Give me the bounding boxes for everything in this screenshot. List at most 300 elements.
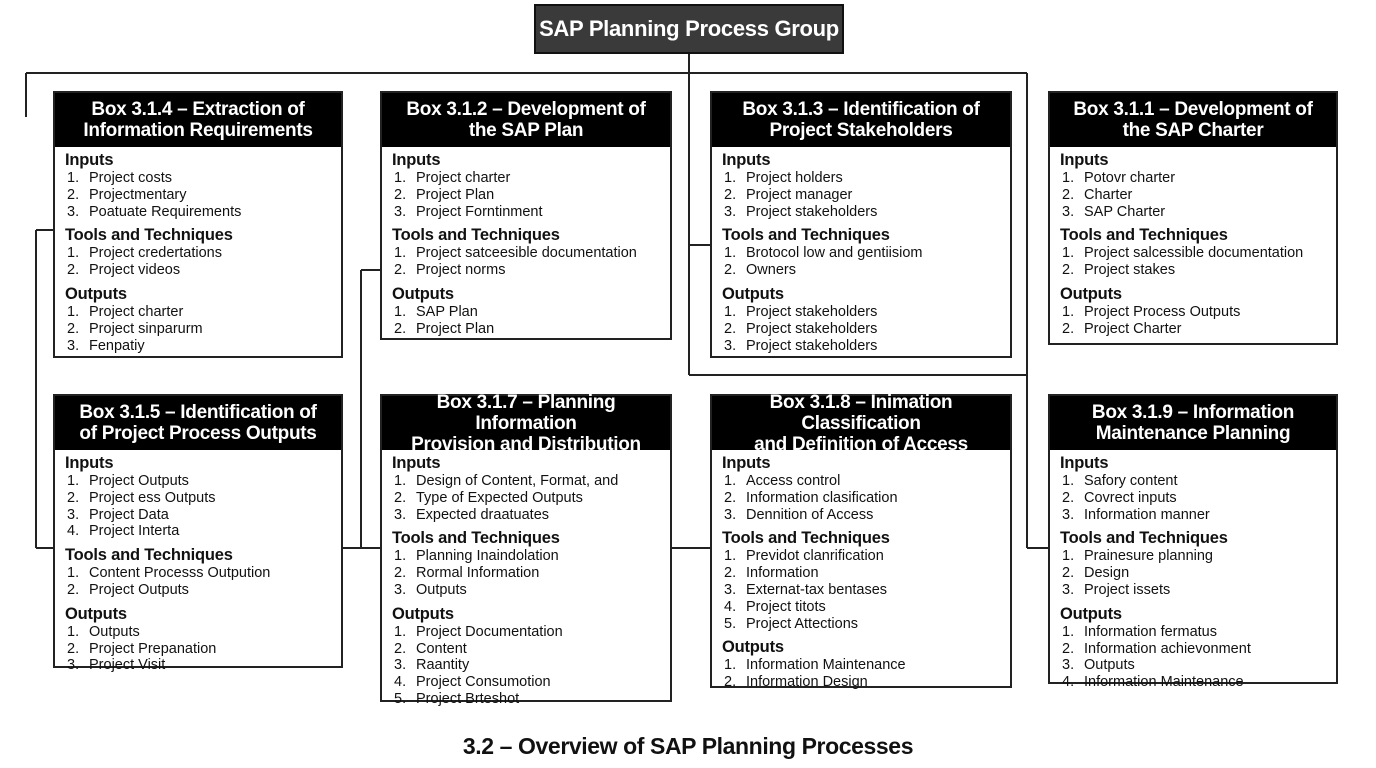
list-item [722,245,1000,262]
item-number: 1. [394,303,407,320]
box-title [382,93,670,147]
list-item [392,262,660,279]
item-number: 1. [724,473,737,489]
process-box [53,394,343,674]
item-number: 1. [67,170,80,186]
list-item [65,490,331,507]
inputs-section-list [392,473,660,523]
item-number: 1. [67,245,80,262]
item-number: 2. [67,186,80,203]
process-box [710,391,1012,691]
box-title-text [388,392,664,455]
list-item [65,582,331,599]
box-body [382,450,670,708]
item-number: 3. [1062,581,1075,598]
process-box [710,91,1012,358]
box-title-text [718,392,1004,455]
item-number: 1. [1062,303,1075,320]
item-number: 3. [67,337,80,354]
outputs-section-title: Outputs [1060,604,1122,623]
list-item [722,582,1000,599]
list-item [392,507,660,524]
list-item [65,565,331,582]
list-item [722,338,1000,355]
list-item [1060,490,1326,507]
item-number: 3. [1062,657,1075,674]
list-item [392,624,660,641]
tools-section-list [392,245,660,279]
box-title-line: Project Stakeholders [769,120,953,141]
inputs-section-title: Inputs [65,151,114,169]
list-item [65,473,331,490]
list-item [65,170,331,187]
item-text: Brotocol low and gentiisiom [746,245,923,262]
list-item [1060,507,1326,524]
item-number: 3. [1062,203,1075,220]
item-text: Project charter [89,303,184,320]
item-number: 2. [394,320,407,337]
item-number: 1. [394,473,407,489]
item-number: 1. [1062,473,1075,489]
item-number: 4. [67,523,80,540]
list-item [722,674,1000,691]
item-text: Project Documentation [416,623,563,640]
item-text: Content Processs Outpution [89,565,271,582]
item-number: 1. [724,548,737,565]
item-number: 2. [724,186,737,203]
box-body [1050,450,1336,691]
item-number: 2. [394,565,407,582]
item-text: Content [416,640,467,657]
item-text: Project Outputs [89,581,189,598]
box-title-line: Box 3.1.1 – Development of [1073,99,1313,120]
list-item [1060,304,1326,321]
outputs-section-list [722,304,1000,354]
list-item [1060,262,1326,279]
item-text: Project titots [746,598,826,615]
list-item [722,473,1000,490]
list-item [392,170,660,187]
list-item [1060,548,1326,565]
item-text: Information fermatus [1084,623,1217,640]
outputs-section-list [392,624,660,708]
list-item [1060,204,1326,221]
item-text: Rormal Information [416,565,540,582]
item-number: 2. [67,640,80,657]
list-item [722,565,1000,582]
item-number: 3. [67,657,80,674]
inputs-section-title: Inputs [1060,454,1109,472]
box-title-text [406,99,645,141]
item-number: 3. [394,506,407,523]
item-text: Outputs [89,623,140,640]
item-number: 2. [394,489,407,506]
item-text: Planning Inaindolation [416,548,559,565]
item-text: Project issets [1084,581,1171,598]
inputs-section-title: Inputs [1060,151,1109,169]
outputs-section-list [1060,624,1326,691]
inputs-section-list [1060,473,1326,523]
item-number: 5. [394,690,407,707]
item-number: 3. [724,337,737,354]
list-item [65,523,331,540]
list-item [722,170,1000,187]
item-number: 2. [67,262,80,279]
item-text: Access control [746,473,841,489]
list-item [1060,245,1326,262]
box-title-text [1073,99,1312,141]
list-item [392,321,660,338]
tools-section-list [1060,245,1326,279]
process-group-title: SAP Planning Process Group [534,4,844,54]
box-title-line: Box 3.1.9 – Information [1091,402,1295,423]
process-box [380,91,672,340]
item-text: Project Outputs [89,473,189,489]
tools-section-list [392,548,660,598]
box-title [382,391,670,455]
outputs-section-title: Outputs [392,604,454,623]
process-box [1048,91,1338,345]
item-number: 3. [394,203,407,220]
list-item [1060,657,1326,674]
list-item [65,204,331,221]
item-number: 1. [724,245,737,262]
item-text: Information Maintenance [1084,674,1244,691]
item-number: 3. [394,581,407,598]
list-item [392,691,660,708]
inputs-section-title: Inputs [722,454,771,472]
item-number: 2. [67,320,80,337]
box-title-line: Box 3.1.2 – Development of [406,99,646,120]
item-text: Project Attections [746,615,859,632]
item-text: Outputs [1084,657,1135,674]
outputs-section-title: Outputs [392,284,454,303]
box-title-line: Box 3.1.8 – Inimation Classification [769,391,953,434]
list-item [722,657,1000,674]
item-number: 2. [1062,320,1075,337]
item-text: Project costs [89,170,172,186]
tools-section-list [1060,548,1326,598]
inputs-section-list [722,473,1000,523]
item-number: 1. [394,548,407,565]
tools-section-title: Tools and Techniques [392,529,560,548]
tools-section-title: Tools and Techniques [722,529,890,548]
item-text: Owners [746,262,796,279]
list-item [392,204,660,221]
item-text: Poatuate Requirements [89,203,242,220]
box-title-text [83,99,312,141]
item-number: 3. [724,581,737,598]
tools-section-title: Tools and Techniques [392,226,560,245]
inputs-section-title: Inputs [392,151,441,169]
item-number: 3. [67,506,80,523]
item-number: 2. [394,186,407,203]
box-body [382,147,670,338]
item-text: Project credertations [89,245,222,262]
item-number: 2. [394,640,407,657]
item-text: Charter [1084,186,1133,203]
list-item [722,187,1000,204]
tools-section-list [722,548,1000,632]
item-number: 1. [67,303,80,320]
item-text: Raantity [416,657,470,674]
item-text: SAP Charter [1084,203,1166,220]
box-title-text [79,402,316,444]
outputs-section-title: Outputs [65,284,127,303]
list-item [1060,170,1326,187]
list-item [65,321,331,338]
item-text: Project norms [416,262,506,279]
box-title [55,93,341,147]
item-text: Project charter [416,170,511,186]
box-title-text [1092,402,1294,444]
item-number: 3. [1062,506,1075,523]
item-number: 1. [724,170,737,186]
item-text: Project Process Outputs [1084,303,1241,320]
item-text: Prainesure planning [1084,548,1213,565]
item-number: 2. [724,489,737,506]
item-text: Outputs [416,581,467,598]
outputs-section-list [392,304,660,338]
outputs-section-list [1060,304,1326,338]
item-text: Project satceesible documentation [416,245,637,262]
item-number: 3. [67,203,80,220]
item-number: 4. [394,674,407,691]
item-text: Project stakes [1084,262,1176,279]
process-box [1048,394,1338,691]
list-item [392,473,660,490]
list-item [392,245,660,262]
item-number: 2. [1062,186,1075,203]
box-title-line: and Definition of Access [754,433,968,455]
tools-section-list [65,565,331,599]
box-body [712,147,1010,354]
item-text: Information achievonment [1084,640,1251,657]
list-item [1060,473,1326,490]
list-item [65,641,331,658]
item-number: 3. [724,203,737,220]
inputs-section-list [392,170,660,220]
box-body [55,450,341,674]
list-item [65,304,331,321]
list-item [722,599,1000,616]
item-text: Information [746,565,819,582]
item-text: Externat-tax bentases [746,581,888,598]
item-text: Information clasification [746,489,898,506]
list-item [65,624,331,641]
box-title-text [742,99,979,141]
list-item [722,616,1000,633]
item-text: Design [1084,565,1130,582]
item-text: Projectmentary [89,186,187,203]
item-number: 2. [394,262,407,279]
list-item [722,507,1000,524]
list-item [392,641,660,658]
item-number: 2. [1062,262,1075,279]
list-item [1060,674,1326,691]
item-number: 1. [67,473,80,489]
inputs-section-title: Inputs [392,454,441,472]
list-item [1060,624,1326,641]
box-title-line: Maintenance Planning [1095,423,1291,444]
item-text: Project Plan [416,320,495,337]
box-title-line: Box 3.1.3 – Identification of [742,99,980,120]
item-text: Project Brteshot [416,690,520,707]
box-title [1050,93,1336,147]
item-text: SAP Plan [416,303,478,320]
box-title-line: the SAP Charter [1122,120,1264,141]
list-item [722,204,1000,221]
box-title [712,93,1010,147]
list-item [65,338,331,355]
list-item [392,582,660,599]
item-text: Dennition of Access [746,506,874,523]
box-title-line: the SAP Plan [468,120,584,141]
inputs-section-list [65,170,331,220]
item-number: 1. [1062,245,1075,262]
list-item [722,262,1000,279]
list-item [392,548,660,565]
item-text: Project stakeholders [746,203,878,220]
list-item [1060,321,1326,338]
item-text: Project holders [746,170,843,186]
tools-section-title: Tools and Techniques [65,546,233,565]
item-text: Project stakeholders [746,303,878,320]
item-text: Project Prepanation [89,640,217,657]
item-number: 3. [394,657,407,674]
list-item [392,490,660,507]
item-text: Covrect inputs [1084,489,1177,506]
process-box [53,91,343,358]
item-text: Type of Expected Outputs [416,489,583,506]
item-text: Safory content [1084,473,1178,489]
list-item [392,657,660,674]
inputs-section-list [1060,170,1326,220]
item-text: Information Maintenance [746,657,906,674]
inputs-section-list [722,170,1000,220]
list-item [65,657,331,674]
item-number: 1. [1062,548,1075,565]
item-number: 1. [394,623,407,640]
item-text: Project Visit [89,657,166,674]
item-number: 1. [724,303,737,320]
item-text: Project manager [746,186,853,203]
box-title [712,391,1010,455]
inputs-section-list [65,473,331,540]
item-number: 4. [1062,674,1075,691]
item-number: 1. [1062,170,1075,186]
list-item [1060,641,1326,658]
box-title-line: Provision and Distribution [411,433,641,455]
list-item [65,245,331,262]
process-box [380,391,672,707]
item-number: 1. [394,170,407,186]
box-title [1050,396,1336,450]
list-item [65,507,331,524]
item-number: 5. [724,615,737,632]
item-text: Information Design [746,674,868,691]
item-number: 2. [1062,640,1075,657]
outputs-section-title: Outputs [722,284,784,303]
item-text: Project sinparurm [89,320,203,337]
item-number: 1. [1062,623,1075,640]
list-item [392,304,660,321]
item-text: Project ess Outputs [89,489,216,506]
list-item [1060,187,1326,204]
item-number: 1. [394,245,407,262]
item-number: 1. [67,565,80,582]
item-number: 2. [1062,489,1075,506]
outputs-section-list [65,304,331,354]
item-text: Project stakeholders [746,337,878,354]
list-item [1060,565,1326,582]
item-text: Project Charter [1084,320,1182,337]
item-number: 2. [67,581,80,598]
box-body [712,450,1010,691]
box-body [1050,147,1336,338]
list-item [392,565,660,582]
outputs-section-title: Outputs [722,638,784,657]
list-item [722,304,1000,321]
inputs-section-title: Inputs [722,151,771,169]
item-number: 2. [724,565,737,582]
box-body [55,147,341,354]
list-item [722,321,1000,338]
tools-section-title: Tools and Techniques [65,226,233,245]
outputs-section-title: Outputs [65,604,127,623]
item-number: 3. [724,506,737,523]
list-item [65,262,331,279]
list-item [722,548,1000,565]
item-text: Information manner [1084,506,1210,523]
item-text: Fenpatiy [89,337,145,354]
list-item [392,187,660,204]
box-title-line: of Project Process Outputs [79,423,317,444]
item-number: 2. [67,489,80,506]
item-number: 1. [67,623,80,640]
box-title [55,396,341,450]
item-number: 2. [1062,565,1075,582]
item-text: Project Interta [89,523,180,540]
item-number: 2. [724,262,737,279]
item-text: Project Data [89,506,169,523]
item-text: Project Plan [416,186,495,203]
inputs-section-title: Inputs [65,454,114,472]
item-text: Project Consumotion [416,674,551,691]
item-number: 2. [724,320,737,337]
list-item [722,490,1000,507]
item-text: Expected draatuates [416,506,550,523]
list-item [65,187,331,204]
list-item [1060,582,1326,599]
item-text: Project Forntinment [416,203,543,220]
item-text: Project stakeholders [746,320,878,337]
item-text: Design of Content, Format, and [416,473,619,489]
item-number: 2. [724,674,737,691]
box-title-line: Box 3.1.7 – Planning Information [436,391,616,434]
list-item [392,674,660,691]
box-title-line: Box 3.1.4 – Extraction of [91,99,305,120]
item-text: Potovr charter [1084,170,1176,186]
outputs-section-list [722,657,1000,691]
box-title-line: Information Requirements [83,120,313,141]
item-number: 1. [724,657,737,674]
tools-section-title: Tools and Techniques [722,226,890,245]
tools-section-title: Tools and Techniques [1060,529,1228,548]
item-text: Project salcessible documentation [1084,245,1304,262]
outputs-section-title: Outputs [1060,284,1122,303]
box-title-line: Box 3.1.5 – Identification of [79,402,317,423]
